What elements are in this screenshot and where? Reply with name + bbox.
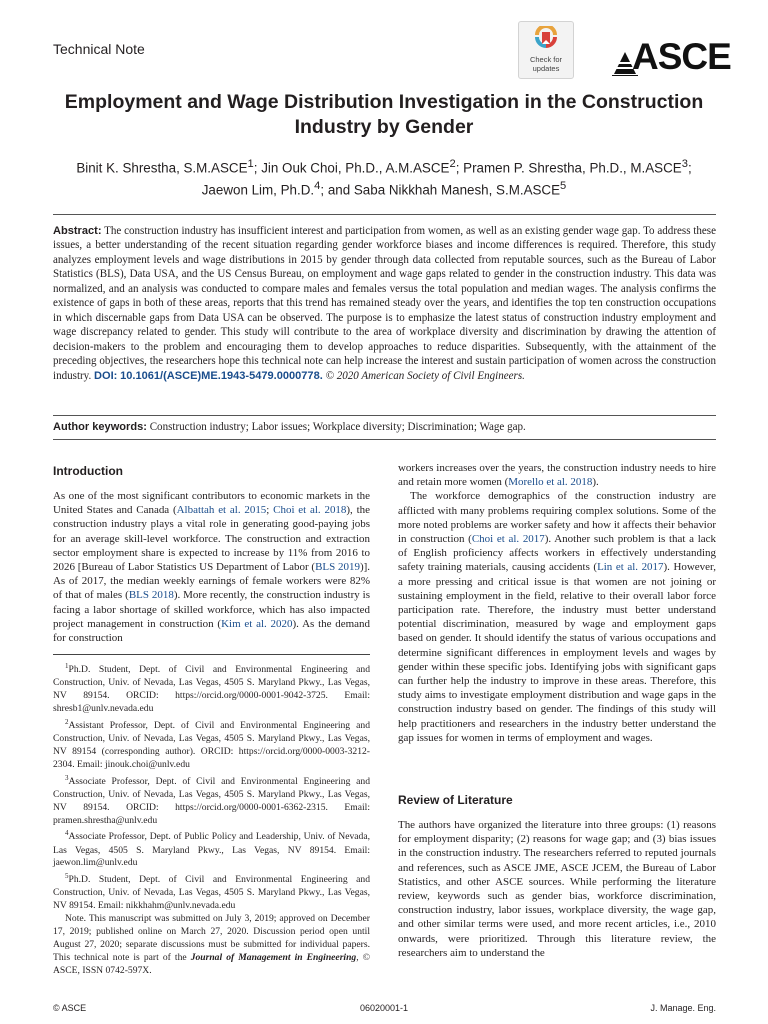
footer-journal: J. Manage. Eng.	[650, 1003, 716, 1013]
abstract-label: Abstract:	[53, 225, 102, 237]
journal-name: Journal of Management in Engineering	[190, 951, 357, 963]
footnotes	[53, 660, 370, 978]
section-heading-review: Review of Literature	[398, 793, 513, 807]
citation-link[interactable]: Morello et al. 2018	[508, 476, 593, 489]
citation-link[interactable]: BLS 2018	[128, 589, 174, 602]
check-for-updates-label: Check for updates	[529, 55, 563, 73]
author-keywords	[53, 420, 526, 434]
manuscript-note: Note. This manuscript was submitted on July 3, 2019; approved on December 17, 2019; published online on March 27, 2020. Discussion period open until August 27, 2020; separate discussions must be submitted for individual papers. This technical note is part of the Journal of Management in Engineering, © ASCE, ISSN 0742-597X.	[53, 913, 370, 976]
author-name: Jin Ouk Choi, Ph.D., A.M.ASCE	[261, 160, 450, 176]
abstract	[53, 224, 716, 383]
introduction-continued: workers increases over the years, the construction industry needs to hire and retain more women (Morello et al. 2018). The workforce demographics of the construction industry are afflicted with many problems requiring complex solutions. Some of the more noted problems are worker safety and how it affects their behavior in construction (Choi et al. 2017). Another such problem is that a lack of English proficiency affects workers in effectively understanding safety training materials, causing accidents (Lin et al. 2017). However, a more pressing and critical issue is that women are not joining or sustaining employment in the field, relative to their overall labor force participation rate. Therefore, the industry must better understand potential discrimination, measured by wage and employment gaps based on gender. It should identify the status of various occupations and determine significant differences in employment levels and wages by gender within these specific jobs. Identifying jobs with significant gaps can further help the industry to improve in these areas. Therefore, this study aims to investigate employment distribution and wage gaps in the construction industry based on gender. The findings of this study will help practitioners and researchers in the industry better understand the gap issues for women in terms of employment and wages.	[398, 462, 716, 744]
footnote-divider	[53, 654, 370, 655]
copyright: © 2020 American Society of Civil Engineers.	[325, 369, 525, 382]
article-type-label: Technical Note	[53, 41, 145, 57]
author-name: and Saba Nikkhah Manesh, S.M.ASCE	[327, 182, 561, 198]
divider	[53, 214, 716, 215]
citation-link[interactable]: Kim et al. 2020	[221, 617, 293, 630]
keywords-text: Construction industry; Labor issues; Workplace diversity; Discrimination; Wage gap.	[149, 421, 526, 433]
affiliation-mark: 4	[314, 180, 321, 193]
abstract-body: The construction industry has insufficient interest and participation from women, as well as an existing gender wage gap. To address these issues, a better understanding of the recent situation regarding gender workforce biases and income differences is required. Therefore, this study analyzes employment levels and wage distributions in 2015 by gender through data collected from reputable sources, such as the Bureau of Labor Statistics (BLS), Data USA, and the US Census Bureau, on employment and wage gaps related to gender in the construction industry. This data was normalized, and an analysis was conducted to compare males and females versus the total population and median wages. The analysis confirms the existence of gaps in both of these areas, reports that this trend has remained steady over the years, and identifies the top ten construction occupations in which discernable gaps from Data USA can be observed. The purpose is to emphasize the latest status of construction industry employment and wage discrepancy related to gender. This study will contribute to the area of workplace diversity and discrimination by drawing the attention of decision-makers to the problem and encouraging them to develop approaches to reduce disparities. Subsequently, with the attainment of the preceding objectives, the researchers hope this technical note can help increase the interest and sustain participation of women across the construction industry.	[53, 225, 716, 382]
doi-label: DOI:	[94, 369, 118, 382]
affiliation-mark: 2	[449, 158, 456, 170]
citation-link[interactable]: Choi et al. 2018	[273, 504, 347, 517]
doi-link[interactable]: 10.1061/(ASCE)ME.1943-5479.0000778.	[120, 369, 323, 382]
paper-title: Employment and Wage Distribution Investigation in the Construction Industry by Gender	[64, 91, 704, 138]
author-name: Pramen P. Shrestha, Ph.D., M.ASCE	[463, 160, 682, 176]
footnote: $^2$Assistant Professor, Dept. of Civil and Environmental Engineering and Construction, Univ. of Nevada, Las Vegas, 4505 S. Maryland Pkwy., Las Vegas, NV 89154 (corresponding author). ORCID: https://orcid.org/0000-0003-3212-2304. Email: jinouk.choi@unlv.edu	[53, 717, 370, 770]
divider	[53, 439, 716, 440]
affiliation-mark: 3	[681, 158, 688, 170]
crossmark-icon	[535, 26, 557, 52]
citation-link[interactable]: BLS 2019	[315, 561, 360, 574]
introduction-text: As one of the most significant contributors to economic markets in the United States and Canada (Albattah et al. 2015; Choi et al. 2018), the construction industry plays a vital role in generating good-paying jobs for an average skill-level workforce. The construction and extraction sector employment share is expected to increase by 11% from 2016 to 2026 [Bureau of Labor Statistics US Department of Labor (BLS 2019)]. As of 2017, the median weekly earnings of female workers were 82% of that of males (BLS 2018). More recently, the construction industry is facing a labor shortage of skilled workforce, which has also impacted project management in construction (Kim et al. 2020). As the demand for construction	[53, 490, 370, 645]
asce-logo-text: ASCE	[632, 36, 731, 77]
footer-page-id: 06020001-1	[359, 1003, 409, 1013]
keywords-label: Author keywords:	[53, 421, 147, 433]
affiliation-mark: 1	[247, 158, 254, 170]
section-heading-introduction: Introduction	[53, 464, 123, 478]
asce-logo	[612, 36, 731, 82]
footnote: $^3$Associate Professor, Dept. of Civil and Environmental Engineering and Construction, Univ. of Nevada, Las Vegas, 4505 S. Maryland Pkwy., Las Vegas, NV 89154. ORCID: https://orcid.org/0000-0001-6362-2315. Email: pramen.shrestha@unlv.edu	[53, 773, 370, 826]
author-list: Binit K. Shrestha, S.M.ASCE$^1$; Jin Ouk Choi, Ph.D., A.M.ASCE$^2$; Pramen P. Shrestha, Ph.D., M.ASCE$^3$; Jaewon Lim, Ph.D.$^4$; and Saba Nikkhah Manesh, S.M.ASCE$^5$	[76, 158, 692, 198]
divider	[53, 415, 716, 416]
footnote: $^1$Ph.D. Student, Dept. of Civil and Environmental Engineering and Construction, Univ. of Nevada, Las Vegas, 4505 S. Maryland Pkwy., Las Vegas, NV 89154. ORCID: https://orcid.org/0000-0001-9042-3725. Email: shresb1@unlv.nevada.edu	[53, 662, 370, 714]
check-for-updates-button[interactable]	[518, 21, 574, 79]
footnote: $^4$Associate Professor, Dept. of Public Policy and Leadership, Univ. of Nevada, Las Vegas, 4505 S. Maryland Pkwy., Las Vegas, NV 89154. Email: jaewon.lim@unlv.edu	[53, 829, 370, 869]
footer-copyright: © ASCE	[53, 1003, 87, 1013]
citation-link[interactable]: Albattah et al. 2015	[176, 504, 267, 517]
author-name: Jaewon Lim, Ph.D.	[201, 182, 315, 198]
author-name: Binit K. Shrestha, S.M.ASCE	[76, 160, 248, 176]
citation-link[interactable]: Lin et al. 2017	[597, 561, 664, 574]
affiliation-mark: 5	[560, 180, 567, 193]
citation-link[interactable]: Choi et al. 2017	[471, 533, 545, 546]
review-text: The authors have organized the literature into three groups: (1) reasons for employment disparity; (2) reasons for wage gap; and (3) bias issues in the construction industry. The researchers referred to reputed journals and references, such as ASCE JME, ASCE JCEM, the Bureau of Labor Statistics, and other ASCE sources. While performing the literature review, keywords such as gender bias, workforce discrimination, construction industry, labor issues, workplace diversity, the wage gap, and other similar terms were used, and more recent articles, i.e., 2010 onwards, were prioritized. Through this literature review, the researchers aim to understand the	[398, 819, 716, 959]
footnote: $^5$Ph.D. Student, Dept. of Civil and Environmental Engineering and Construction, Univ. of Nevada, Las Vegas, 4505 S. Maryland Pkwy., Las Vegas, NV 89154. Email: nikkhahm@unlv.nevada.edu	[53, 872, 370, 912]
